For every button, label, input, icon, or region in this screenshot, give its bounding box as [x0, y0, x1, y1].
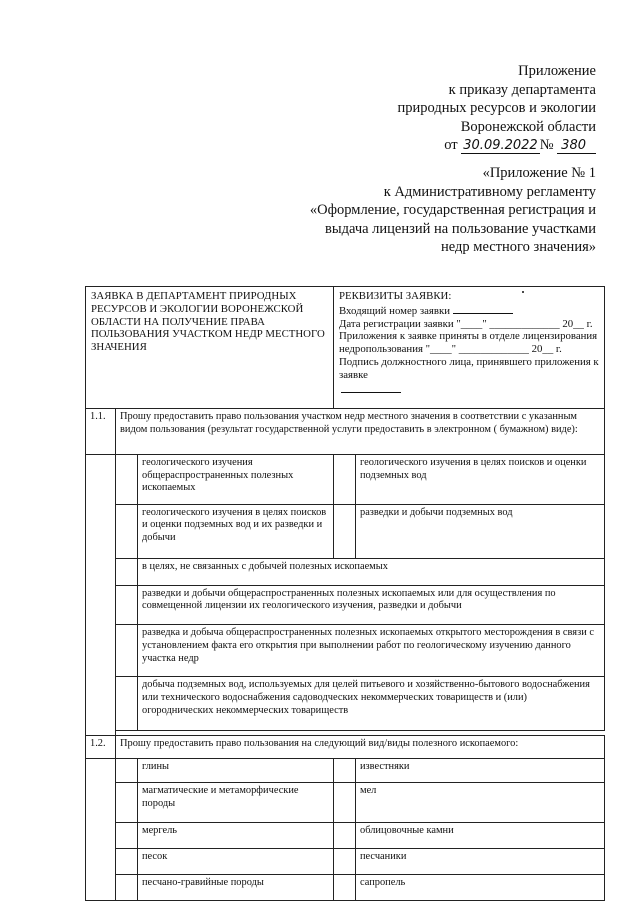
requisites-title: РЕКВИЗИТЫ ЗАЯВКИ: [339, 290, 452, 302]
checkbox-mineral-9[interactable] [116, 874, 138, 900]
handwritten-date: 30.09.2022 [463, 138, 538, 153]
usage-option: геологического изучения общераспространенных полезных ископаемых [138, 454, 334, 504]
mineral-option: известняки [356, 759, 605, 783]
mineral-option: магматические и метаморфические породы [138, 783, 334, 823]
header-line: Приложение [518, 63, 596, 79]
mineral-option: сапропель [356, 874, 605, 900]
checkbox-usage-2[interactable] [334, 454, 356, 504]
section-text: Прошу предоставить право пользования участком недр местного значения в соответствии с указанным видом пользования (результат государственной услуги предоставить в электронном ( бумажном) виде): [116, 409, 605, 454]
mineral-option: облицовочные камни [356, 823, 605, 849]
attachments-line-1: Приложения к заявке приняты в отделе лицензирования [339, 330, 598, 343]
section-number: 1.1. [86, 409, 116, 454]
usage-option: разведки и добычи подземных вод [356, 504, 605, 558]
registration-date-line: Дата регистрации заявки "____" _____________ 20__ г. [339, 317, 593, 330]
mineral-row [86, 783, 605, 823]
requisites-block [334, 287, 605, 409]
mineral-option: мергель [138, 823, 334, 849]
form-top-row [86, 287, 605, 409]
incoming-number-label: Входящий номер заявки [339, 304, 450, 317]
checkbox-mineral-8[interactable] [334, 849, 356, 875]
checkbox-mineral-10[interactable] [334, 874, 356, 900]
handwritten-number: 380 [557, 138, 596, 154]
mineral-row [86, 823, 605, 849]
section-blank [86, 454, 116, 735]
header-line: природных ресурсов и экологии [397, 100, 596, 116]
checkbox-usage-6[interactable] [116, 585, 138, 625]
order-header [398, 62, 596, 156]
checkbox-usage-4[interactable] [334, 504, 356, 558]
section-blank [86, 759, 116, 901]
incoming-number-line [339, 303, 599, 318]
attachments-line-2: недропользования "____" _____________ 20__ г. [339, 343, 562, 356]
usage-row [86, 625, 605, 677]
checkbox-mineral-5[interactable] [116, 823, 138, 849]
signature-field[interactable] [341, 382, 401, 393]
mineral-option: песчано-гравийные породы [138, 874, 334, 900]
usage-option: в целях, не связанных с добычей полезных ископаемых [138, 558, 605, 585]
mineral-option: песок [138, 849, 334, 875]
appendix-line: «Оформление, государственная регистрация и [309, 202, 596, 218]
appendix-header [310, 164, 596, 257]
header-line: Воронежской области [460, 118, 596, 135]
checkbox-usage-5[interactable] [116, 558, 138, 585]
checkbox-usage-1[interactable] [116, 454, 138, 504]
usage-row [86, 585, 605, 625]
mineral-option: глины [138, 759, 334, 783]
mineral-row [86, 759, 605, 783]
checkbox-mineral-4[interactable] [334, 783, 356, 823]
usage-row [86, 504, 605, 558]
header-line: к приказу департамента [448, 81, 596, 98]
checkbox-usage-3[interactable] [116, 504, 138, 558]
usage-row [86, 558, 605, 585]
usage-option: разведка и добыча общераспространенных полезных ископаемых открытого месторождения в связи с установлением факта его открытия при выполнении работ по геологическому изучению данного участка недр [138, 625, 605, 677]
usage-option: добыча подземных вод, используемых для целей питьевого и хозяйственно-бытового водоснабжения или технического водоснабжения садоводческих некоммерческих товариществ и (или) огороднических некоммерческих товариществ [138, 677, 605, 731]
order-date-line [398, 136, 596, 156]
signature-line: Подпись должностного лица, принявшего приложения к заявке [339, 355, 599, 381]
from-label: от [444, 137, 458, 153]
number-label: № [539, 137, 554, 153]
section-1-2-row [86, 735, 605, 759]
checkbox-usage-8[interactable] [116, 677, 138, 731]
section-text: Прошу предоставить право пользования на следующий вид/виды полезного ископаемого: [116, 735, 605, 759]
mineral-option: мел [356, 783, 605, 823]
checkbox-mineral-2[interactable] [334, 759, 356, 783]
usage-row [86, 677, 605, 731]
appendix-line: к Административному регламенту [383, 183, 596, 200]
application-title [86, 287, 334, 409]
checkbox-mineral-1[interactable] [116, 759, 138, 783]
section-number: 1.2. [86, 735, 116, 759]
application-title-text: ЗАЯВКА В ДЕПАРТАМЕНТ ПРИРОДНЫХ РЕСУРСОВ И ЭКОЛОГИИ ВОРОНЕЖСКОЙ ОБЛАСТИ НА ПОЛУЧЕНИЕ ПРАВА ПОЛЬЗОВАНИЯ УЧАСТКОМ НЕДР МЕСТНОГО ЗНАЧЕНИЯ [91, 290, 325, 354]
incoming-number-field[interactable] [453, 303, 513, 314]
mineral-row [86, 874, 605, 900]
appendix-line: «Приложение № 1 [482, 165, 596, 181]
usage-option: геологического изучения в целях поисков и оценки подземных вод и их разведки и добычи [138, 504, 334, 558]
usage-row [86, 454, 605, 504]
usage-option: разведки и добычи общераспространенных полезных ископаемых или для осуществления по совмещенной лицензии их геологического изучения, разведки и добычи [138, 585, 605, 625]
checkbox-mineral-3[interactable] [116, 783, 138, 823]
mineral-option: песчаники [356, 849, 605, 875]
application-form [85, 286, 605, 901]
checkbox-mineral-6[interactable] [334, 823, 356, 849]
appendix-line: выдача лицензий на пользование участками [325, 220, 596, 237]
mineral-row [86, 849, 605, 875]
section-1-1-row [86, 409, 605, 454]
appendix-line: недр местного значения» [441, 239, 596, 255]
usage-option: геологического изучения в целях поисков и оценки подземных вод [356, 454, 605, 504]
checkbox-mineral-7[interactable] [116, 849, 138, 875]
checkbox-usage-7[interactable] [116, 625, 138, 677]
